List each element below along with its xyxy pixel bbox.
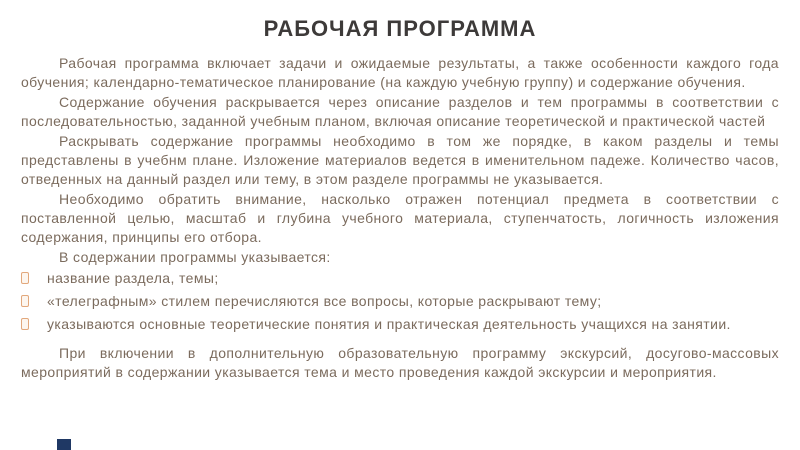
slide-title: РАБОЧАЯ ПРОГРАММА bbox=[263, 16, 537, 41]
paragraph-attention: Необходимо обратить внимание, насколько отражен потенциал предмета в соответствии с поставленной целью, масштаб и глубина учебного материала, ступенчатость, логичность изложения содержания, принципы его отбора. bbox=[21, 191, 779, 245]
paragraph-closing: При включении в дополнительную образовательную программу экскурсий, досугово-массовых мероприятий в содержании указывается тема и место проведения каждой экскурсии и мероприятия. bbox=[21, 345, 779, 380]
list-item bbox=[21, 269, 779, 288]
paragraph-order: Раскрывать содержание программы необходимо в том же порядке, в каком разделы и темы представлены в учебнм плане. Изложение материалов ведется в именительном падеже. Количество часов, отведенных на данный раздел или тему, в этом разделе программы не указывается. bbox=[21, 133, 779, 187]
list-item bbox=[21, 315, 779, 334]
paragraph-overview: Рабочая программа включает задачи и ожидаемые результаты, а также особенности каждого года обучения; календарно-тематическое планирование (на каждую учебную группу) и содержание обучения. bbox=[21, 55, 779, 90]
box-bullet-icon bbox=[21, 272, 29, 284]
box-bullet-icon bbox=[21, 295, 29, 307]
slide-body bbox=[21, 54, 779, 382]
list-item bbox=[21, 292, 779, 311]
list-intro: В содержании программы указывается: bbox=[59, 249, 331, 265]
list-item-label: название раздела, темы; bbox=[47, 270, 219, 286]
content-bullet-list bbox=[21, 269, 779, 334]
list-item-label: указываются основные теоретические понятия и практическая деятельность учащихся на занятии. bbox=[47, 316, 731, 332]
corner-accent-square bbox=[57, 439, 71, 450]
list-item-label: «телеграфным» стилем перечисляются все вопросы, которые раскрывают тему; bbox=[47, 293, 602, 309]
box-bullet-icon bbox=[21, 318, 29, 330]
paragraph-content-structure: Содержание обучения раскрывается через описание разделов и тем программы в соответствии с последовательностью, заданной учебным планом, включая описание теоретической и практической частей bbox=[21, 94, 779, 129]
